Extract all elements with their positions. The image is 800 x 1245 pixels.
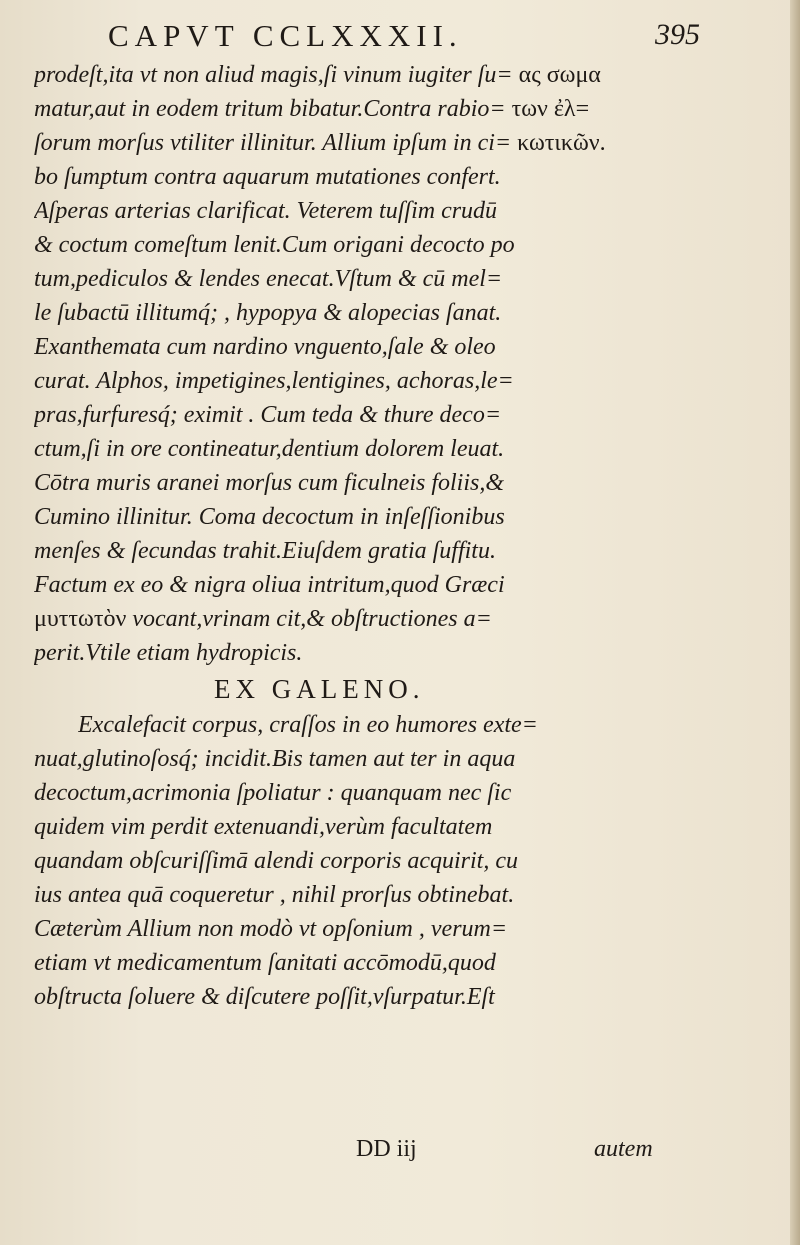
text-line: perit.Vtile etiam hydropicis. [34,640,303,666]
text-line: pras,furfuresq́; eximit . Cum teda & thure deco= [34,402,502,428]
section-heading: EX GALENO. [214,674,425,704]
text-line: etiam vt medicamentum ſanitati accōmodū,quod [34,950,496,976]
text-line: & coctum comeſtum lenit.Cum origani decocto po [34,232,515,258]
signature-mark: DD iij [356,1136,417,1162]
text-line: bo ſumptum contra aquarum mutationes confert. [34,164,501,190]
text-line: quidem vim perdit extenuandi,verùm facultatem [34,814,493,840]
greek-gloss: των ἐλ= [511,96,590,122]
text-line: ſorum morſus vtiliter illinitur. Allium ipſum in ci= κωτικῶν. [34,130,606,156]
greek-gloss: μυττωτὸν [34,606,127,632]
text-line: μυττωτὸν vocant,vrinam cit,& obſtructiones a= [34,606,492,632]
greek-gloss: κωτικῶν. [517,130,606,156]
text-line: Cōtra muris aranei morſus cum ficulneis foliis,& [34,470,505,496]
text-line: obſtructa ſoluere & diſcutere poſſit,vſurpatur.Eſt [34,984,495,1010]
text-line: Excalefacit corpus, craſſos in eo humores exte= [78,712,538,738]
text-line: tum,pediculos & lendes enecat.Vſtum & cū mel= [34,266,503,292]
text-line: menſes & ſecundas trahit.Eiuſdem gratia ſuffitu. [34,538,496,564]
text-line: matur,aut in eodem tritum bibatur.Contra rabio= των ἐλ= [34,96,590,122]
running-head: CAPVT CCLXXXII. [108,18,463,53]
text-line: Cumino illinitur. Coma decoctum in inſeſſionibus [34,504,505,530]
text-line: Factum ex eo & nigra oliua intritum,quod Græci [34,572,505,598]
text-line: curat. Alphos, impetigines,lentigines, achoras,le= [34,368,514,394]
catchword: autem [594,1136,653,1162]
page-header [100,14,700,54]
text-line: Exanthemata cum nardino vnguento,ſale & oleo [34,334,496,360]
text-line: ctum,ſi in ore contineatur,dentium dolorem leuat. [34,436,505,462]
text-line: Cæterùm Allium non modò vt opſonium , verum= [34,916,508,942]
text-line: decoctum,acrimonia ſpoliatur : quanquam nec ſic [34,780,512,806]
text-line: Aſperas arterias clarificat. Veterem tuſſim crudū [34,198,498,224]
page-edge [790,0,800,1245]
text-line: nuat,glutinoſosq́; incidit.Bis tamen aut ter in aqua [34,746,516,772]
folio-number: 395 [655,18,700,51]
greek-gloss: ας σωμα [518,62,601,88]
text-line: ius antea quā coqueretur , nihil prorſus obtinebat. [34,882,515,908]
text-line: prodeſt,ita vt non aliud magis,ſi vinum iugiter ſu= ας σωμα [34,62,601,88]
text-line: quandam obſcuriſſimā alendi corporis acquirit, cu [34,848,518,874]
text-line: le ſubactū illitumq́; , hypopya & alopecias ſanat. [34,300,502,326]
